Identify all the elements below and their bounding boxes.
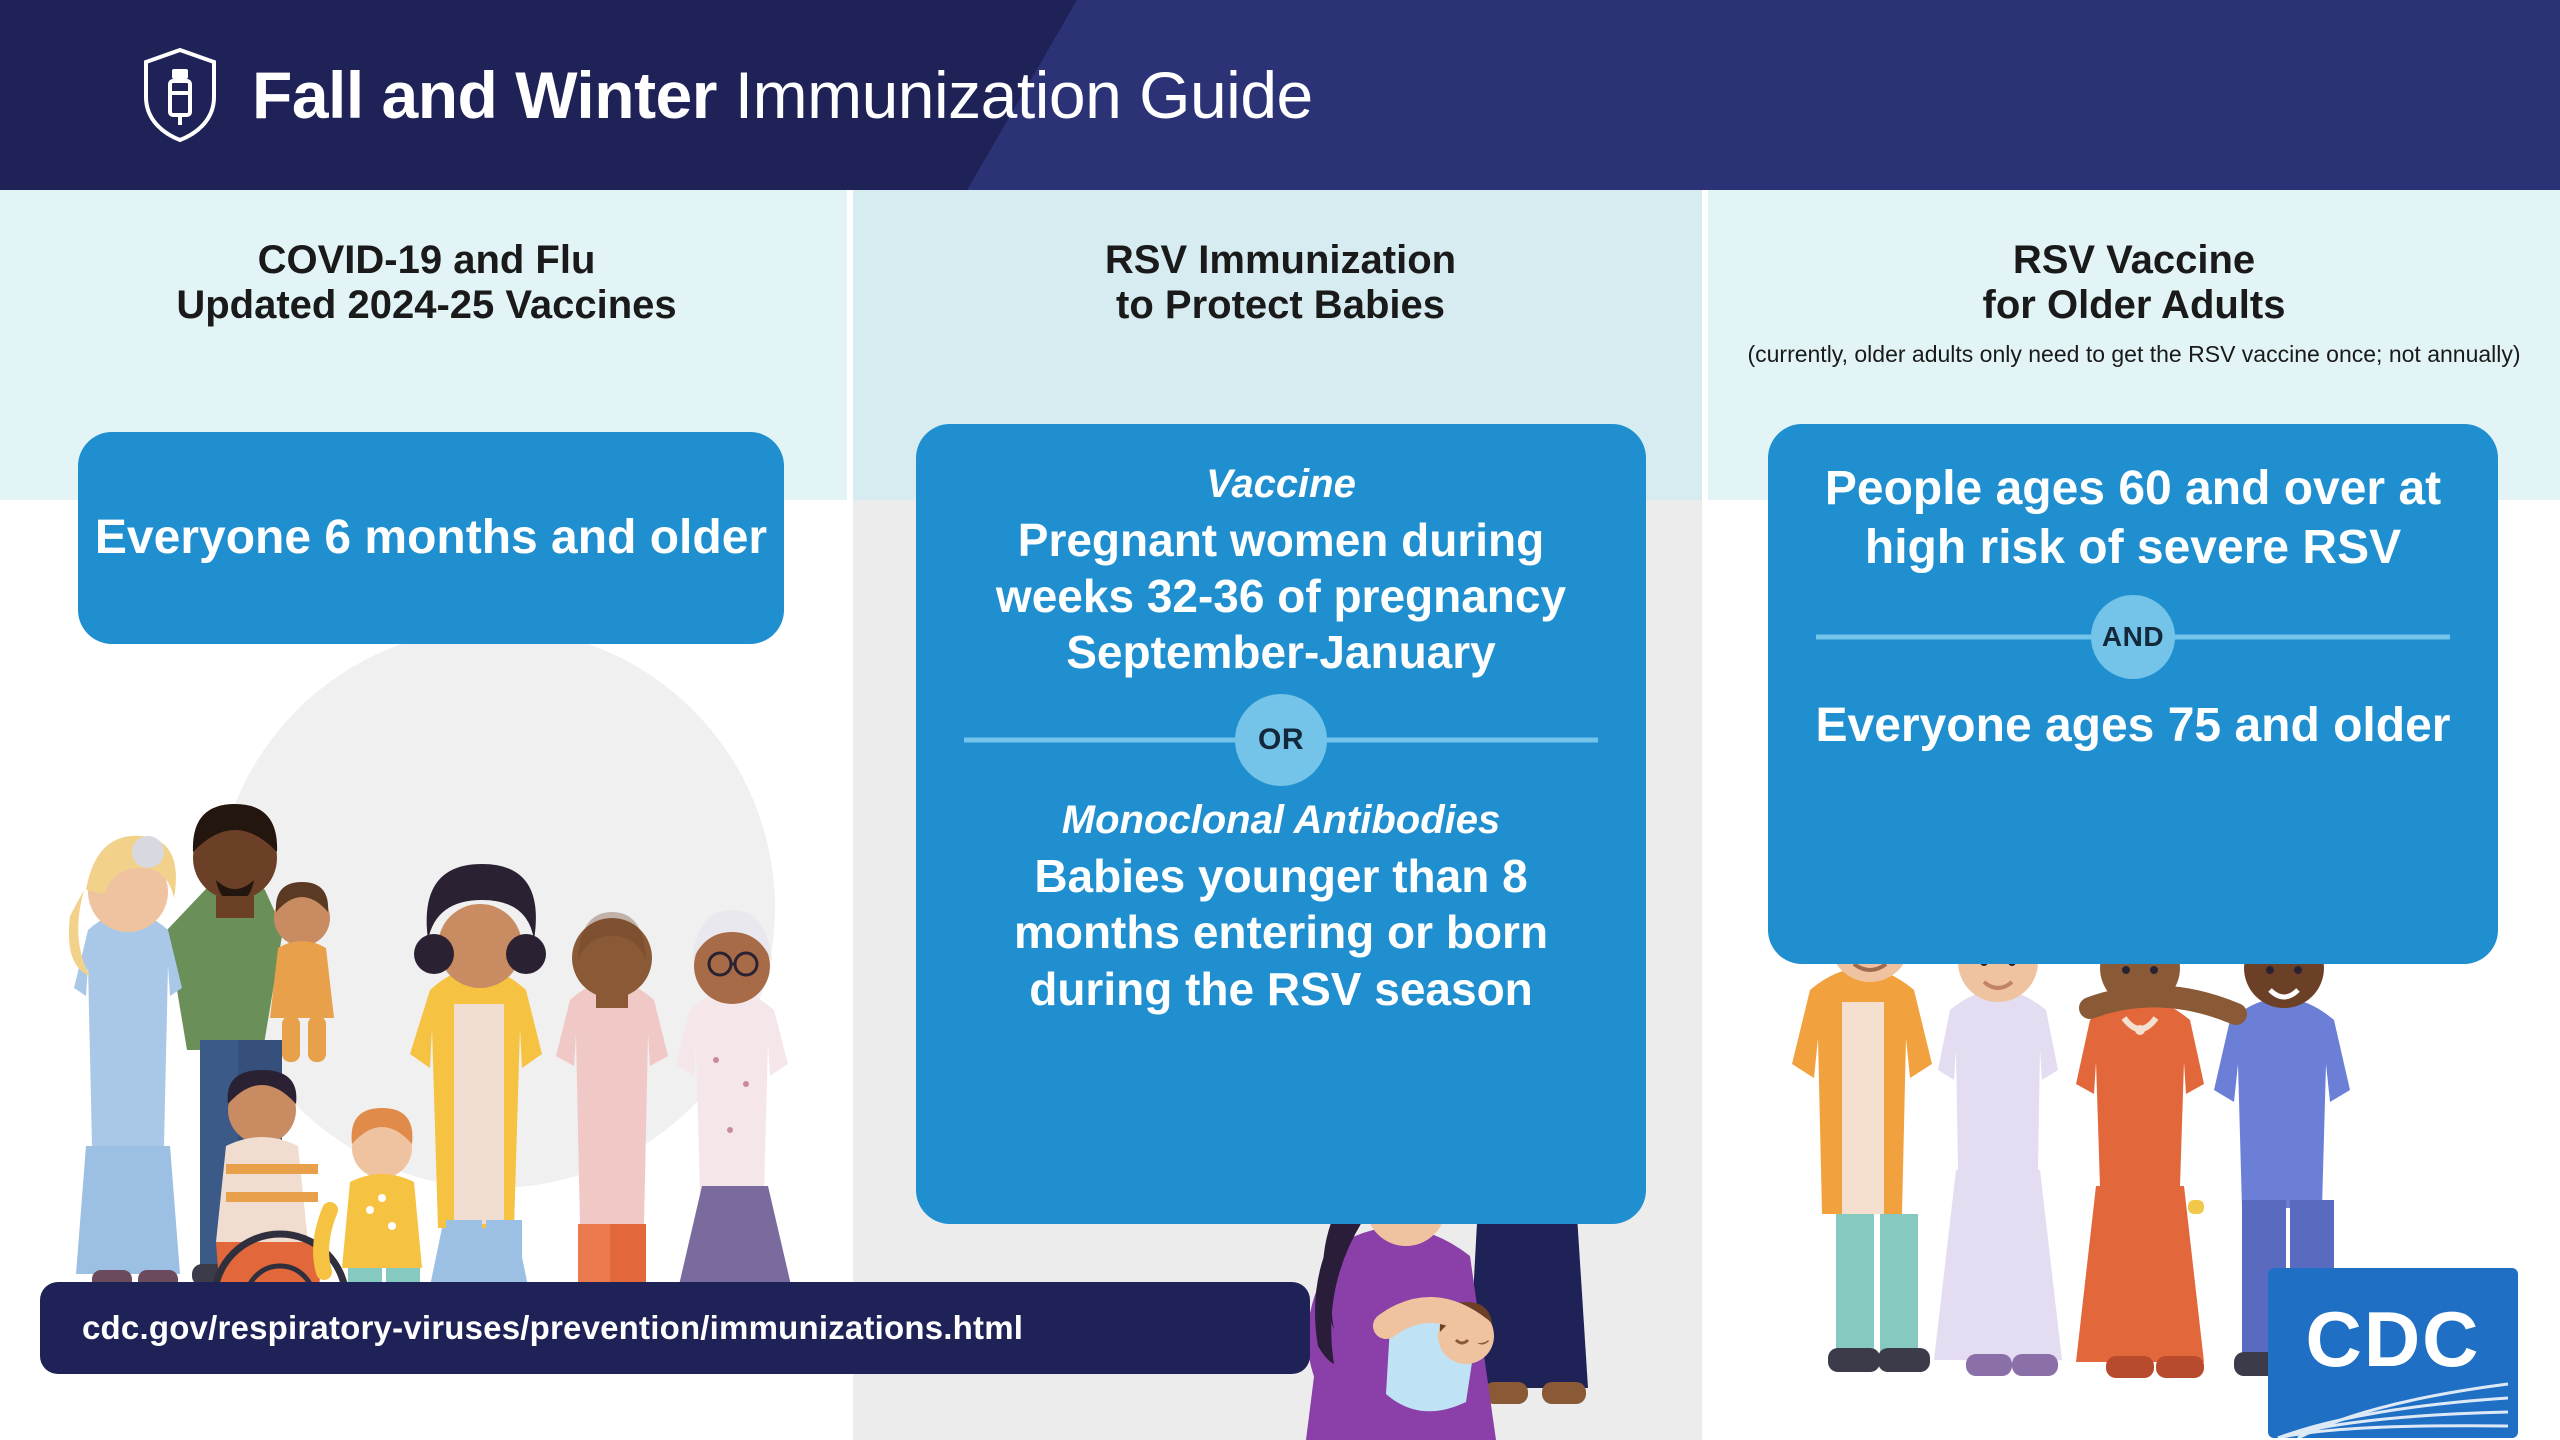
column-title-rsv-older-adults-line1: RSV Vaccine bbox=[2012, 238, 2256, 282]
card-rsv-babies-emphasis-antibodies: Monoclonal Antibodies bbox=[1061, 798, 1501, 843]
connector-bubble-and: AND bbox=[2091, 595, 2175, 679]
cdc-logo-rays-icon bbox=[2268, 1368, 2518, 1438]
column-title-covid-flu-line2: Updated 2024-25 Vaccines bbox=[176, 282, 677, 327]
header-banner bbox=[0, 0, 2560, 190]
column-title-rsv-older-adults-line2: for Older Adults bbox=[1982, 282, 2286, 327]
cdc-logo bbox=[2268, 1268, 2518, 1438]
card-rsv-babies-body-vaccine: Pregnant women during weeks 32-36 of pregnancy September-January bbox=[995, 514, 1567, 679]
page-title bbox=[252, 58, 1313, 132]
card-rsv-babies-emphasis-vaccine: Vaccine bbox=[1206, 462, 1356, 506]
column-title-rsv-babies bbox=[853, 238, 1708, 328]
column-note-rsv-older-adults: (currently, older adults only need to get the RSV vaccine once; not annually) bbox=[1747, 341, 2521, 367]
page-title-light: Immunization Guide bbox=[716, 58, 1313, 132]
card-rsv-older-adults-body-everyone75: Everyone ages 75 and older bbox=[1815, 699, 2451, 753]
vaccine-shield-icon bbox=[142, 47, 218, 143]
column-title-covid-flu-line1: COVID-19 and Flu bbox=[257, 238, 596, 282]
column-title-rsv-babies-line1: RSV Immunization bbox=[1104, 238, 1457, 282]
column-title-rsv-older-adults bbox=[1708, 238, 2560, 328]
page-title-bold: Fall and Winter bbox=[252, 58, 717, 132]
cdc-logo-text: CDC bbox=[2305, 1295, 2481, 1383]
card-rsv-older-adults bbox=[1768, 424, 2498, 964]
column-title-rsv-babies-line2: to Protect Babies bbox=[1116, 282, 1445, 327]
card-rsv-babies bbox=[916, 424, 1646, 1224]
card-covid-flu-body: Everyone 6 months and older bbox=[94, 510, 768, 564]
column-title-covid-flu bbox=[0, 238, 853, 328]
card-rsv-babies-body-antibodies: Babies younger than 8 months entering or born during the RSV season bbox=[1013, 850, 1549, 1015]
url-bar[interactable] bbox=[40, 1282, 1310, 1374]
card-covid-flu bbox=[78, 432, 784, 644]
card-rsv-older-adults-body-highrisk: People ages 60 and over at high risk of severe RSV bbox=[1824, 462, 2442, 574]
card-rsv-babies-connector bbox=[950, 694, 1612, 786]
card-rsv-older-adults-connector bbox=[1802, 595, 2464, 679]
connector-bubble-or: OR bbox=[1235, 694, 1327, 786]
url-text[interactable]: cdc.gov/respiratory-viruses/prevention/immunizations.html bbox=[82, 1309, 1024, 1346]
